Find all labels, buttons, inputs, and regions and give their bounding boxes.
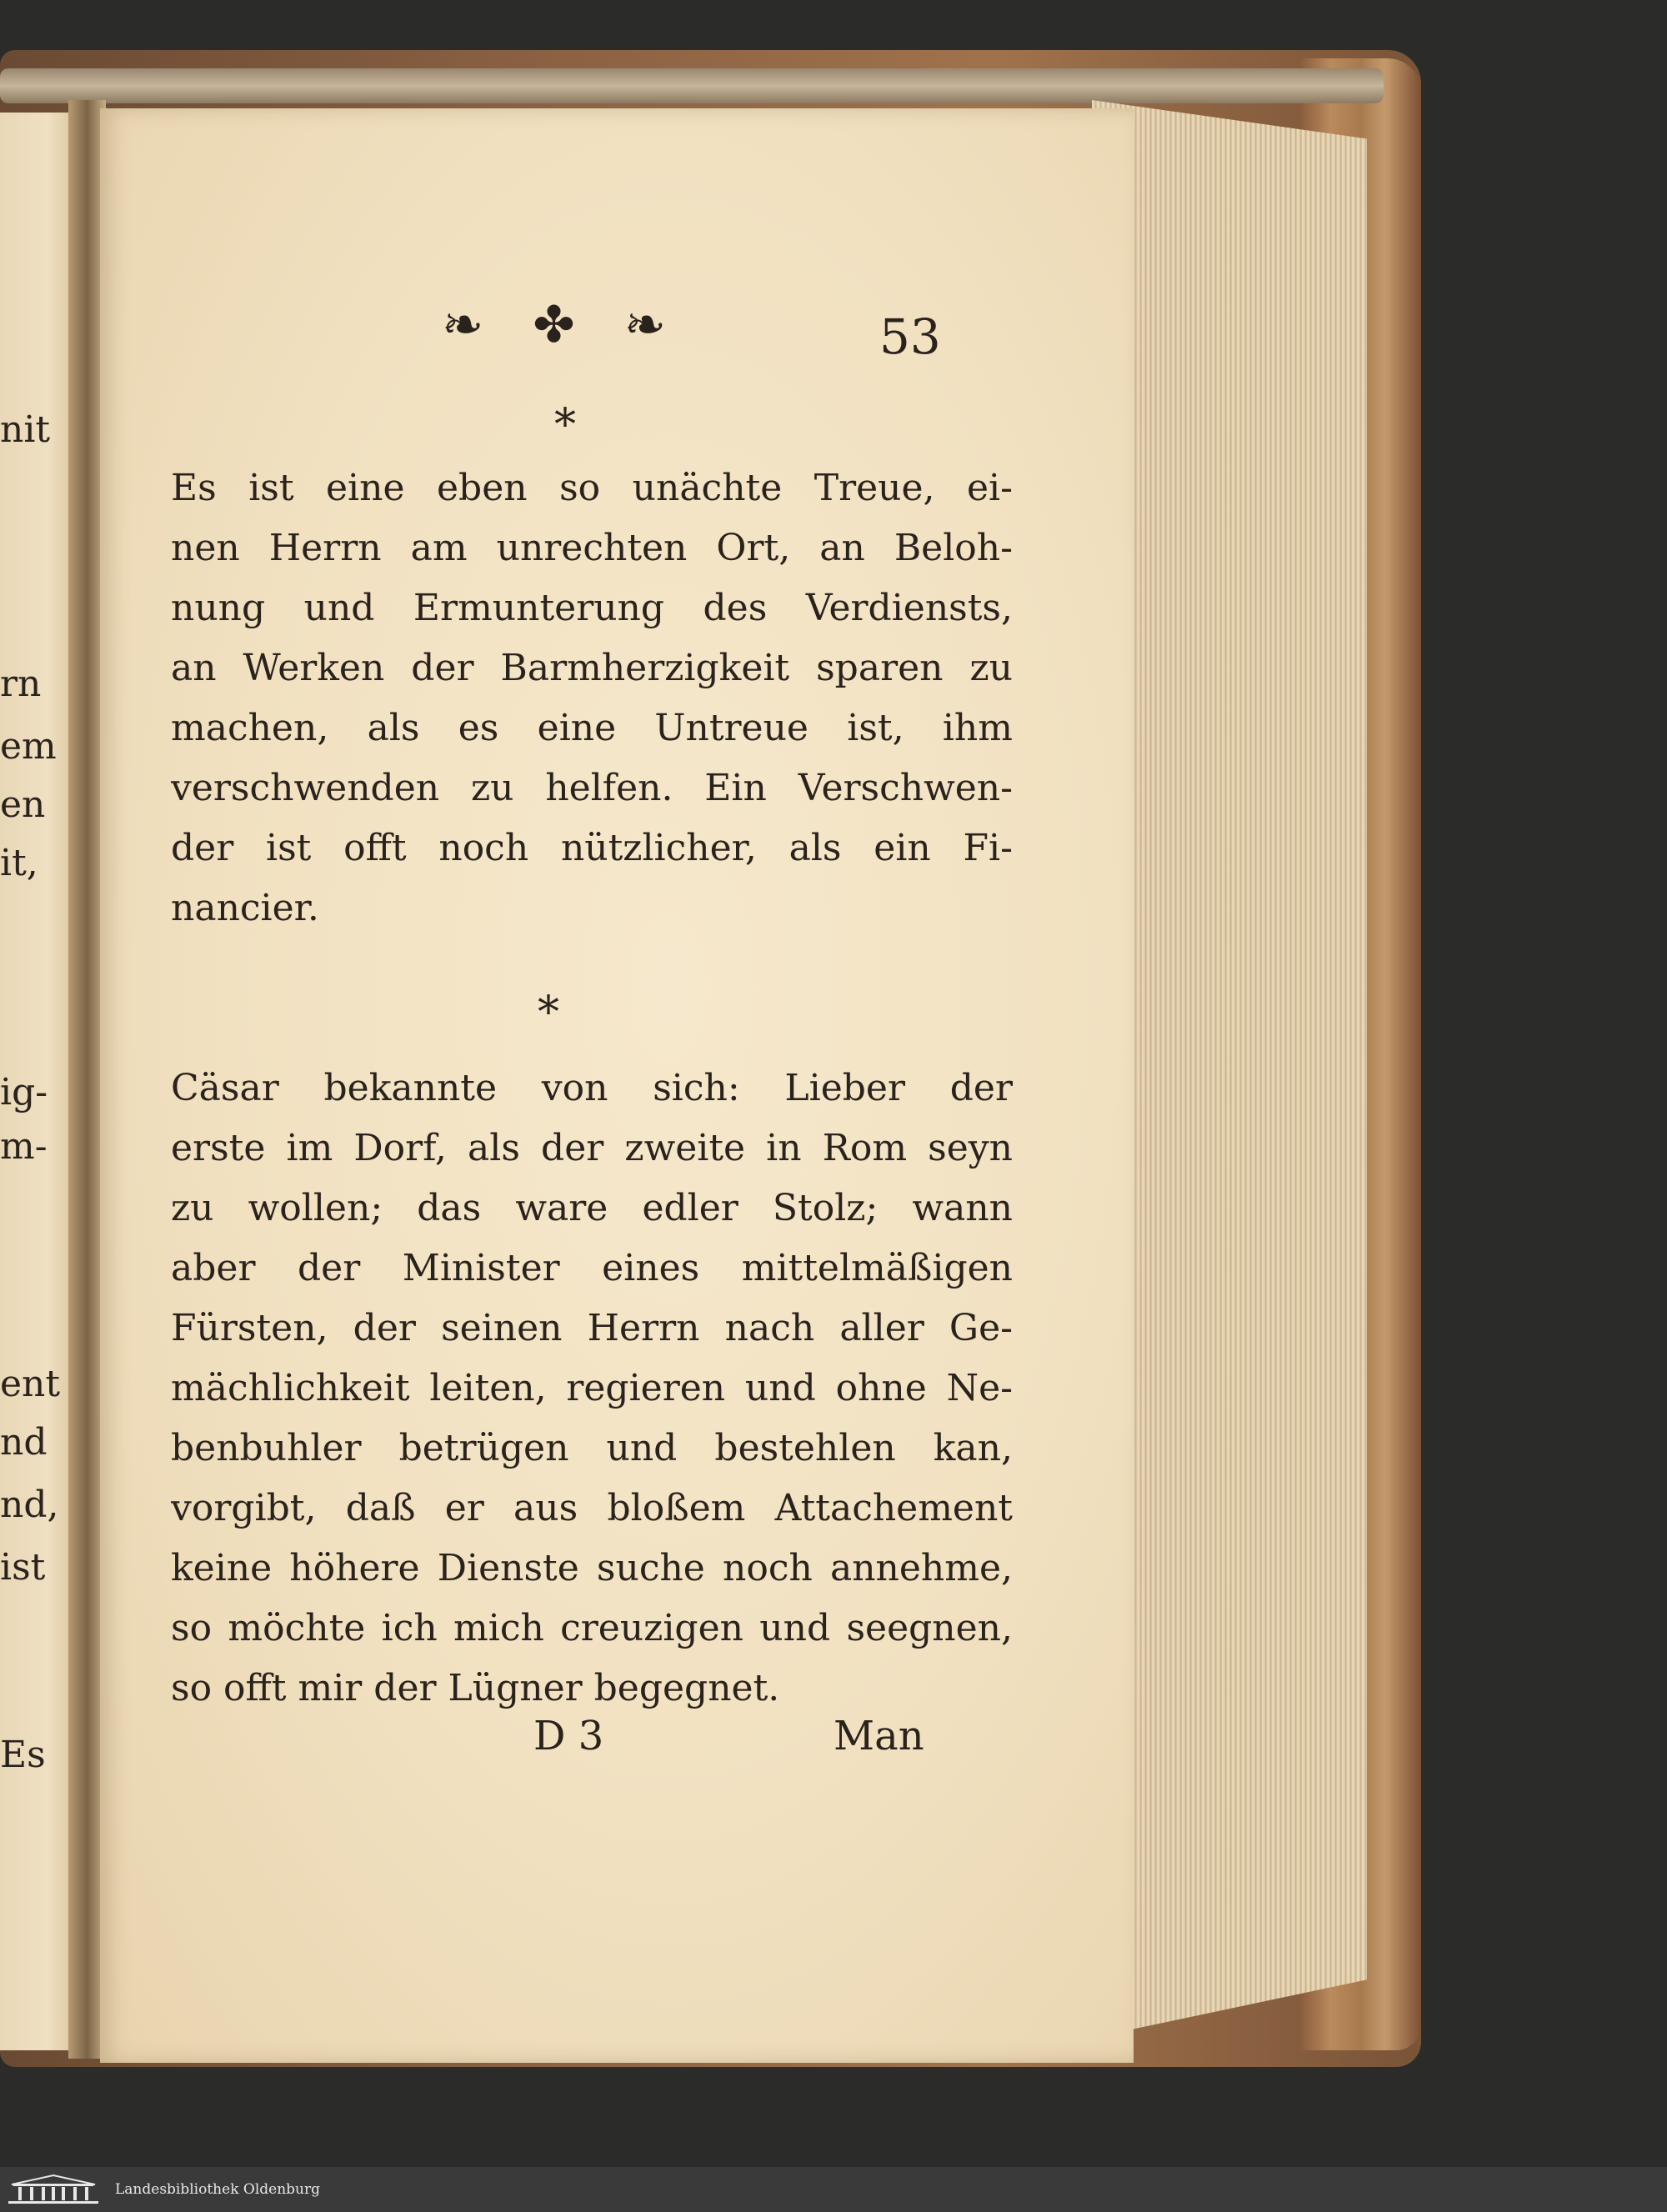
left-page-fragment: nd, [0,1484,59,1526]
text-line: so offt mir der Lügner begegnet. [171,1667,780,1709]
left-page-fragment: m- [0,1125,48,1168]
left-page-fragment: ig- [0,1071,48,1114]
left-page-fragment: it, [0,842,38,884]
text-line: nung und Ermunterung des Verdiensts, [171,587,1013,629]
text-line: nancier. [171,887,319,929]
text-line: nen Herrn am unrechten Ort, an Beloh- [171,527,1013,569]
signature-mark: D 3 [533,1713,604,1759]
left-page-fragment: Es [0,1734,46,1776]
library-building-icon [7,2173,100,2206]
left-page-fragment: nd [0,1421,48,1464]
left-page-fragment: nit [0,408,51,451]
library-name: Landesbibliothek Oldenburg [115,2181,321,2198]
section-separator: * [554,400,576,450]
section-separator: * [538,988,559,1038]
text-line: Es ist eine eben so unächte Treue, ei- [171,467,1013,509]
library-footer-bar [0,2167,1667,2212]
text-line: so möchte ich mich creuzigen und seegnen, [171,1607,1013,1649]
text-line: Fürsten, der seinen Herrn nach aller Ge- [171,1307,1013,1349]
text-line: verschwenden zu helfen. Ein Verschwen- [171,767,1013,809]
left-page-fragment: en [0,783,46,826]
page-number: 53 [879,308,941,365]
left-page-fragment: em [0,725,57,768]
book-headband [0,68,1384,103]
text-line: keine höhere Dienste suche noch annehme, [171,1547,1013,1589]
recto-page [100,108,1134,2063]
text-line: aber der Minister eines mittelmäßigen [171,1247,1013,1289]
text-line: zu wollen; das ware edler Stolz; wann [171,1187,1013,1229]
text-line: Cäsar bekannte von sich: Lieber der [171,1067,1013,1109]
text-line: machen, als es eine Untreue ist, ihm [171,707,1013,749]
text-line: vorgibt, daß er aus bloßem Attachement [171,1487,1013,1529]
paragraph-2 [171,1058,1013,1719]
text-line: mächlichkeit leiten, regieren und ohne Ne- [171,1367,1013,1409]
paragraph-1 [171,458,1013,938]
left-page-fragment: ent [0,1363,61,1405]
text-line: benbuhler betrügen und bestehlen kan, [171,1427,1013,1469]
catchword: Man [834,1713,924,1759]
left-page-fragment: ist [0,1546,46,1589]
left-page [0,113,79,2050]
left-page-fragment: rn [0,663,42,705]
text-line: der ist offt noch nützlicher, als ein Fi- [171,827,1013,869]
text-line: an Werken der Barmherzigkeit sparen zu [171,647,1013,689]
header-ornament: ❧ ✤ ❧ [442,296,683,354]
text-line: erste im Dorf, als der zweite in Rom seyn [171,1127,1013,1169]
